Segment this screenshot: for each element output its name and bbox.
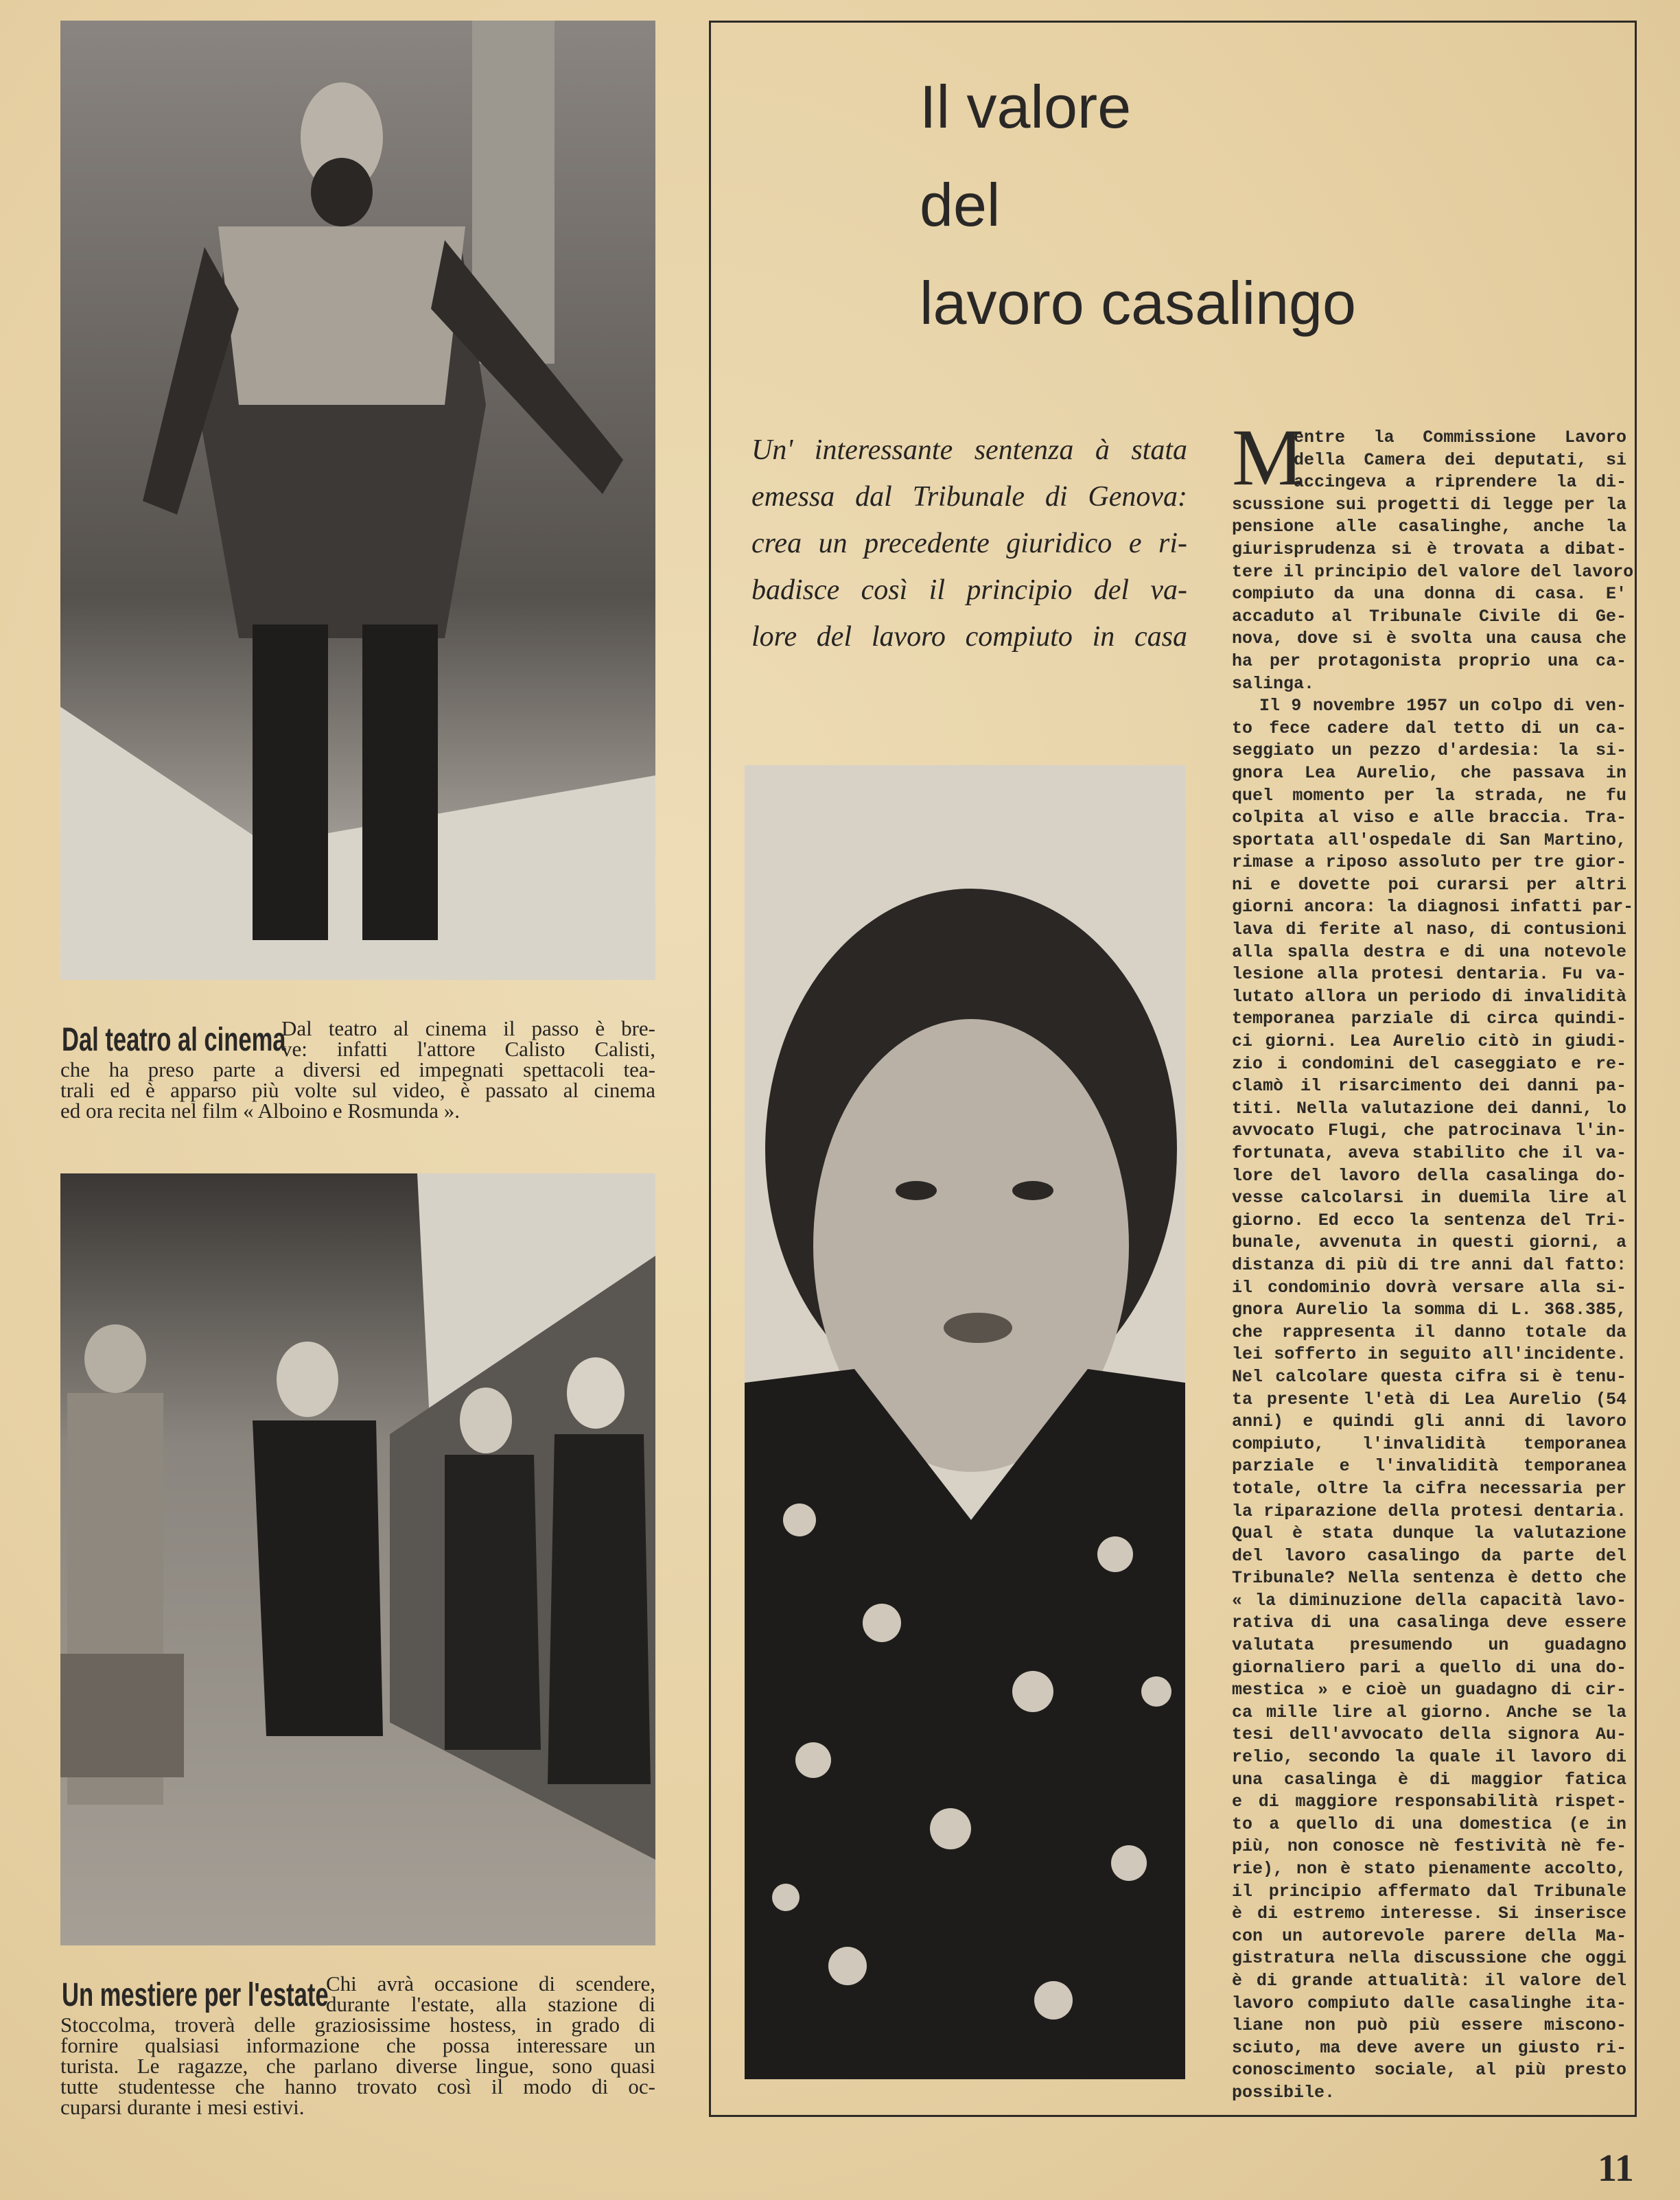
body-line: lavoro compiuto dalle casalinghe ita- <box>1232 1993 1626 2013</box>
body-line: rimase a riposo assoluto per tre gior- <box>1232 852 1626 873</box>
body-line: giurisprudenza si è trovata a dibat- <box>1232 539 1626 559</box>
body-line: con un autorevole parere della Ma- <box>1232 1926 1626 1946</box>
body-line: lei sofferto in seguito all'incidente. <box>1232 1344 1626 1365</box>
caption-line: turista. Le ragazze, che parlano diverse lingue, sono quasi <box>60 2054 655 2078</box>
caption-line: Chi avrà occasione di scendere, <box>326 1971 655 1996</box>
intro-line: emessa dal Tribunale di Genova: <box>751 481 1187 513</box>
caption-line: Stoccolma, troverà delle graziosissime hostess, in grado di <box>60 2013 655 2037</box>
body-line: gistratura nella discussione che oggi <box>1232 1948 1626 1969</box>
body-line: accaduto al Tribunale Civile di Ge- <box>1232 606 1626 627</box>
body-line: tesi dell'avvocato della signora Au- <box>1232 1724 1626 1745</box>
body-line: parziale e l'invalidità temporanea <box>1232 1456 1626 1477</box>
body-line: giorno. Ed ecco la sentenza del Tri- <box>1232 1210 1626 1230</box>
body-line: vesse calcolarsi in duemila lire al <box>1232 1188 1626 1208</box>
body-line: gnora Aurelio la somma di L. 368.385, <box>1232 1300 1626 1320</box>
body-line: lesione alla protesi dentaria. Fu va- <box>1232 964 1626 985</box>
body-line: Nel calcolare questa cifra si è tenu- <box>1232 1366 1626 1387</box>
article-intro <box>751 427 1187 660</box>
body-line: salinga. <box>1232 673 1315 694</box>
intro-line: crea un precedente giuridico e ri- <box>751 528 1187 559</box>
body-line: mestica » e cioè un guadagno di cir- <box>1232 1680 1626 1700</box>
body-line: della Camera dei deputati, si <box>1294 449 1626 470</box>
caption-line: fornire qualsiasi informazione che possa interessare un <box>60 2033 655 2057</box>
body-line: fortunata, aveva stabilito che il va- <box>1232 1143 1626 1163</box>
body-line: ha per protagonista proprio una ca- <box>1232 651 1626 671</box>
body-line: to a quello di una domestica (e in <box>1232 1814 1626 1834</box>
body-line: è di grande attualità: il valore del <box>1232 1970 1626 1991</box>
photo-actor-costume <box>60 21 655 980</box>
caption-line: tutte studentesse che hanno trovato così il modo di oc- <box>60 2074 655 2098</box>
body-line: compiuto da una donna di casa. E' <box>1232 584 1626 605</box>
body-line: lutato allora un periodo di invalidità <box>1232 986 1626 1007</box>
body-line: distanza di più di tre anni dal fatto: <box>1232 1254 1626 1275</box>
body-line: titi. Nella valutazione dei danni, lo <box>1232 1098 1626 1119</box>
body-line: valutata presumendo un guadagno <box>1232 1635 1626 1656</box>
caption-line: ed ora recita nel film « Alboino e Rosmunda ». <box>60 1099 460 1123</box>
body-line: ci giorni. Lea Aurelio citò in giudi- <box>1232 1031 1626 1052</box>
body-line: « la diminuzione della capacità lavo- <box>1232 1590 1626 1611</box>
body-line: il condominio dovrà versare alla si- <box>1232 1277 1626 1298</box>
body-line: ca mille lire al giorno. Anche se la <box>1232 1702 1626 1722</box>
article-title-line-2: del <box>920 171 1001 239</box>
body-line: ni e dovette poi curarsi per altri <box>1232 874 1626 895</box>
body-line: Qual è stata dunque la valutazione <box>1232 1523 1626 1544</box>
body-line: gnora Lea Aurelio, che passava in <box>1232 762 1626 783</box>
body-line: to fece cadere dal tetto di un ca- <box>1232 718 1626 738</box>
caption-heading-estate: Un mestiere per l'estate <box>62 1977 329 2013</box>
page-number: 11 <box>1598 2147 1634 2190</box>
body-line: rie), non è stato pienamente accolto, <box>1232 1859 1626 1879</box>
body-line: entre la Commissione Lavoro <box>1294 428 1626 447</box>
body-line: scussione sui progetti di legge per la <box>1232 494 1626 515</box>
body-line: che rappresenta il danno totale da <box>1232 1322 1626 1342</box>
body-line: bunale, avvenuta in questi giorni, a <box>1232 1232 1626 1253</box>
caption-text-teatro-top <box>281 1018 655 1060</box>
body-line: temporanea parziale di circa quindi- <box>1232 1009 1626 1029</box>
caption-line: che ha preso parte a diversi ed impegnati spettacoli tea- <box>60 1057 655 1081</box>
body-line: colpita al viso e alle braccia. Tra- <box>1232 808 1626 828</box>
article-body <box>1232 427 1634 2105</box>
body-line: ta presente l'età di Lea Aurelio (54 <box>1232 1389 1626 1409</box>
body-line: la riparazione della protesi dentaria. <box>1232 1501 1626 1521</box>
body-line: totale, oltre la cifra necessaria per <box>1232 1478 1626 1499</box>
body-line: lore del lavoro della casalinga do- <box>1232 1165 1626 1186</box>
article-title-line-1: Il valore <box>920 73 1132 141</box>
body-line: possibile. <box>1232 2082 1335 2103</box>
body-line: accingeva a riprendere la di- <box>1294 472 1626 493</box>
body-line: liane non può più essere miscono- <box>1232 2015 1626 2036</box>
body-line: alla spalla destra e di una notevole <box>1232 941 1626 962</box>
station-hostesses-icon <box>60 1173 655 1945</box>
body-line: rativa di una casalinga deve essere <box>1232 1613 1626 1633</box>
body-line: pensione alle casalinghe, anche la <box>1232 517 1626 537</box>
body-line: giorni ancora: la diagnosi infatti par- <box>1232 897 1634 917</box>
body-line: e di maggiore responsabilità rispet- <box>1232 1792 1626 1812</box>
body-line: anni) e quindi gli anni di lavoro <box>1232 1412 1626 1432</box>
body-line: più, non conosce nè festività nè fe- <box>1232 1836 1626 1857</box>
body-line: Tribunale? Nella sentenza è detto che <box>1232 1568 1626 1589</box>
body-line: tere il principio del valore del lavoro <box>1232 561 1634 582</box>
body-line: avvocato Flugi, che patrocinava l'in- <box>1232 1121 1626 1141</box>
actor-in-costume-icon <box>60 21 655 980</box>
caption-line: cuparsi durante i mesi estivi. <box>60 2095 305 2119</box>
intro-line: Un' interessante sentenza à stata <box>751 434 1187 466</box>
body-line: sportata all'ospedale di San Martino, <box>1232 830 1626 850</box>
body-line: relio, secondo la quale il lavoro di <box>1232 1747 1626 1768</box>
intro-line: lore del lavoro compiuto in casa <box>751 621 1187 653</box>
caption-line: Dal teatro al cinema il passo è bre- <box>281 1016 655 1040</box>
drop-cap: M <box>1232 412 1304 502</box>
body-line: il principio affermato dal Tribunale <box>1232 1881 1626 1901</box>
caption-heading-teatro: Dal teatro al cinema <box>62 1022 286 1058</box>
body-line: è di estremo interesse. Si inserisce <box>1232 1904 1626 1924</box>
caption-line: durante l'estate, alla stazione di <box>326 1992 655 2016</box>
article-title-line-3: lavoro casalingo <box>920 269 1356 337</box>
caption-line: ve: infatti l'attore Calisto Calisti, <box>281 1037 655 1061</box>
caption-text-estate-top <box>326 1971 655 2016</box>
body-line: del lavoro casalingo da parte del <box>1232 1545 1626 1566</box>
caption-text-estate <box>60 2015 655 2118</box>
body-line: nova, dove si è svolta una causa che <box>1232 629 1626 649</box>
body-line: seggiato un pezzo d'ardesia: la si- <box>1232 740 1626 761</box>
caption-text-teatro <box>60 1057 655 1123</box>
body-line: quel momento per la strada, ne fu <box>1232 785 1626 806</box>
body-line: conoscimento sociale, al più presto <box>1232 2060 1626 2081</box>
body-line: sciuto, ma deve avere un giusto ri- <box>1232 2037 1626 2058</box>
body-line: clamò il risarcimento dei danni pa- <box>1232 1076 1626 1097</box>
body-line: giornaliero pari a quello di una do- <box>1232 1657 1626 1678</box>
body-line: zio i condomini del caseggiato e re- <box>1232 1053 1626 1074</box>
body-line: Il 9 novembre 1957 un colpo di ven- <box>1259 696 1626 716</box>
intro-line: badisce così il principio del va- <box>751 574 1187 606</box>
caption-line: trali ed è apparso più volte sul video, è passato al cinema <box>60 1078 655 1102</box>
body-line: una casalinga è di maggior fatica <box>1232 1769 1626 1790</box>
body-line: compiuto, l'invalidità temporanea <box>1232 1433 1626 1454</box>
photo-station-hostesses <box>60 1173 655 1945</box>
body-line: lava di ferite al naso, di contusioni <box>1232 920 1626 940</box>
